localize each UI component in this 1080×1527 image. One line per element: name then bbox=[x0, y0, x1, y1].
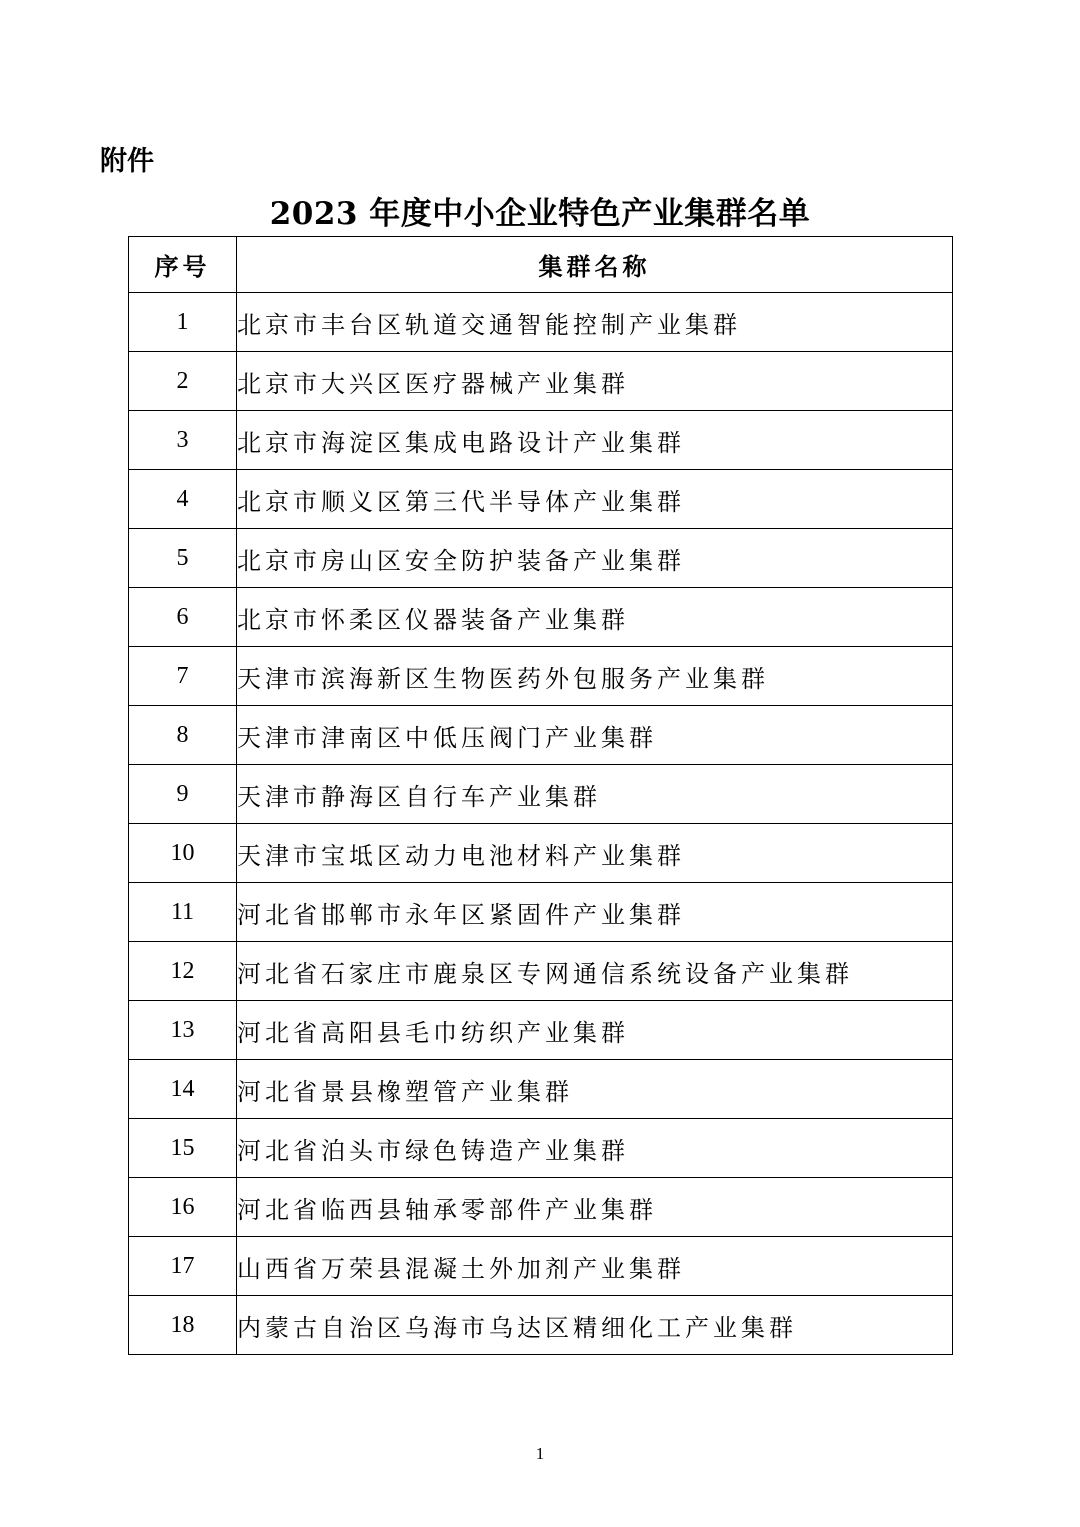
row-cluster-name: 北京市顺义区第三代半导体产业集群 bbox=[237, 470, 953, 529]
row-serial-number: 17 bbox=[129, 1237, 237, 1296]
row-cluster-name: 北京市房山区安全防护装备产业集群 bbox=[237, 529, 953, 588]
row-cluster-name: 天津市津南区中低压阀门产业集群 bbox=[237, 706, 953, 765]
row-serial-number: 11 bbox=[129, 883, 237, 942]
table-row bbox=[129, 1296, 953, 1355]
row-serial-number: 4 bbox=[129, 470, 237, 529]
table-row bbox=[129, 470, 953, 529]
row-serial-number: 6 bbox=[129, 588, 237, 647]
table-row bbox=[129, 1001, 953, 1060]
row-serial-number: 7 bbox=[129, 647, 237, 706]
row-cluster-name: 河北省石家庄市鹿泉区专网通信系统设备产业集群 bbox=[237, 942, 953, 1001]
header-cluster-name: 集群名称 bbox=[237, 237, 953, 293]
row-cluster-name: 北京市大兴区医疗器械产业集群 bbox=[237, 352, 953, 411]
row-serial-number: 16 bbox=[129, 1178, 237, 1237]
table-row bbox=[129, 352, 953, 411]
table-row bbox=[129, 1119, 953, 1178]
cluster-list-table bbox=[128, 236, 953, 1355]
row-serial-number: 15 bbox=[129, 1119, 237, 1178]
table-row bbox=[129, 647, 953, 706]
row-cluster-name: 山西省万荣县混凝土外加剂产业集群 bbox=[237, 1237, 953, 1296]
page-number: 1 bbox=[535, 1444, 545, 1463]
row-serial-number: 1 bbox=[129, 293, 237, 352]
row-cluster-name: 内蒙古自治区乌海市乌达区精细化工产业集群 bbox=[237, 1296, 953, 1355]
row-cluster-name: 北京市海淀区集成电路设计产业集群 bbox=[237, 411, 953, 470]
row-cluster-name: 河北省景县橡塑管产业集群 bbox=[237, 1060, 953, 1119]
row-serial-number: 3 bbox=[129, 411, 237, 470]
table-row bbox=[129, 1178, 953, 1237]
attachment-label: 附件 bbox=[100, 146, 154, 177]
table-header-row bbox=[129, 237, 953, 293]
table-row bbox=[129, 942, 953, 1001]
table-row bbox=[129, 1060, 953, 1119]
row-serial-number: 14 bbox=[129, 1060, 237, 1119]
row-cluster-name: 河北省高阳县毛巾纺织产业集群 bbox=[237, 1001, 953, 1060]
table-row bbox=[129, 588, 953, 647]
row-serial-number: 13 bbox=[129, 1001, 237, 1060]
row-cluster-name: 河北省泊头市绿色铸造产业集群 bbox=[237, 1119, 953, 1178]
row-serial-number: 9 bbox=[129, 765, 237, 824]
table-row bbox=[129, 824, 953, 883]
row-cluster-name: 河北省临西县轴承零部件产业集群 bbox=[237, 1178, 953, 1237]
table-row bbox=[129, 706, 953, 765]
row-cluster-name: 天津市静海区自行车产业集群 bbox=[237, 765, 953, 824]
row-cluster-name: 北京市怀柔区仪器装备产业集群 bbox=[237, 588, 953, 647]
row-serial-number: 18 bbox=[129, 1296, 237, 1355]
document-title: 2023 年度中小企业特色产业集群名单 bbox=[269, 196, 811, 232]
header-serial-number: 序号 bbox=[129, 237, 237, 293]
row-serial-number: 5 bbox=[129, 529, 237, 588]
row-cluster-name: 天津市宝坻区动力电池材料产业集群 bbox=[237, 824, 953, 883]
row-cluster-name: 天津市滨海新区生物医药外包服务产业集群 bbox=[237, 647, 953, 706]
row-serial-number: 2 bbox=[129, 352, 237, 411]
row-serial-number: 10 bbox=[129, 824, 237, 883]
table-row bbox=[129, 529, 953, 588]
row-serial-number: 12 bbox=[129, 942, 237, 1001]
table-row bbox=[129, 1237, 953, 1296]
table-row bbox=[129, 765, 953, 824]
table-row bbox=[129, 883, 953, 942]
table-row bbox=[129, 293, 953, 352]
row-cluster-name: 河北省邯郸市永年区紧固件产业集群 bbox=[237, 883, 953, 942]
table-row bbox=[129, 411, 953, 470]
row-cluster-name: 北京市丰台区轨道交通智能控制产业集群 bbox=[237, 293, 953, 352]
row-serial-number: 8 bbox=[129, 706, 237, 765]
